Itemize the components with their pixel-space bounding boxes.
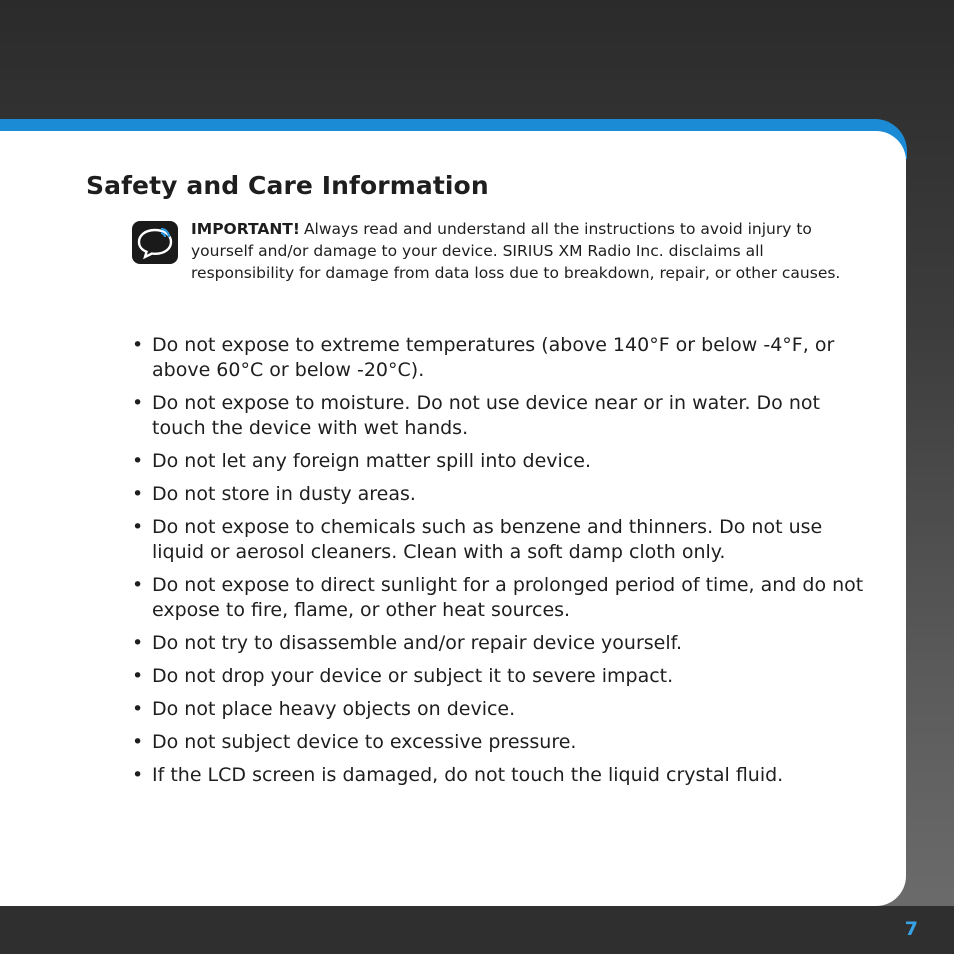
speech-bubble-icon [132, 221, 178, 264]
footer-bar [0, 906, 954, 954]
list-item: • Do not let any foreign matter spill into device. [132, 450, 592, 472]
list-item: • Do not subject device to excessive pressure. [132, 731, 577, 753]
important-note-text: Always read and understand all the instructions to avoid injury to yourself and/or damage to your device. SIRIUS XM Radio Inc. disclaims all responsibility for damage from data loss due to breakdown, repair, or other causes. [191, 220, 841, 283]
list-item: • If the LCD screen is damaged, do not touch the liquid crystal fluid. [132, 764, 784, 786]
list-item: • Do not place heavy objects on device. [132, 698, 516, 720]
page-title: Safety and Care Information [86, 171, 489, 200]
safety-bullet-list [132, 333, 872, 796]
important-note [191, 218, 841, 285]
page-number: 7 [904, 918, 918, 940]
list-item: • Do not expose to chemicals such as benzene and thinners. Do not use liquid or aerosol cleaners. Clean with a soft damp cloth only. [132, 516, 823, 563]
list-item: • Do not expose to direct sunlight for a prolonged period of time, and do not expose to fire, flame, or other heat sources. [132, 574, 864, 621]
list-item: • Do not try to disassemble and/or repair device yourself. [132, 632, 682, 654]
list-item: • Do not drop your device or subject it to severe impact. [132, 665, 674, 687]
list-item: • Do not store in dusty areas. [132, 483, 416, 505]
important-label: IMPORTANT! [191, 220, 300, 238]
list-item: • Do not expose to moisture. Do not use device near or in water. Do not touch the device with wet hands. [132, 392, 820, 439]
list-item: • Do not expose to extreme temperatures (above 140°F or below -4°F, or above 60°C or below -20°C). [132, 334, 835, 381]
